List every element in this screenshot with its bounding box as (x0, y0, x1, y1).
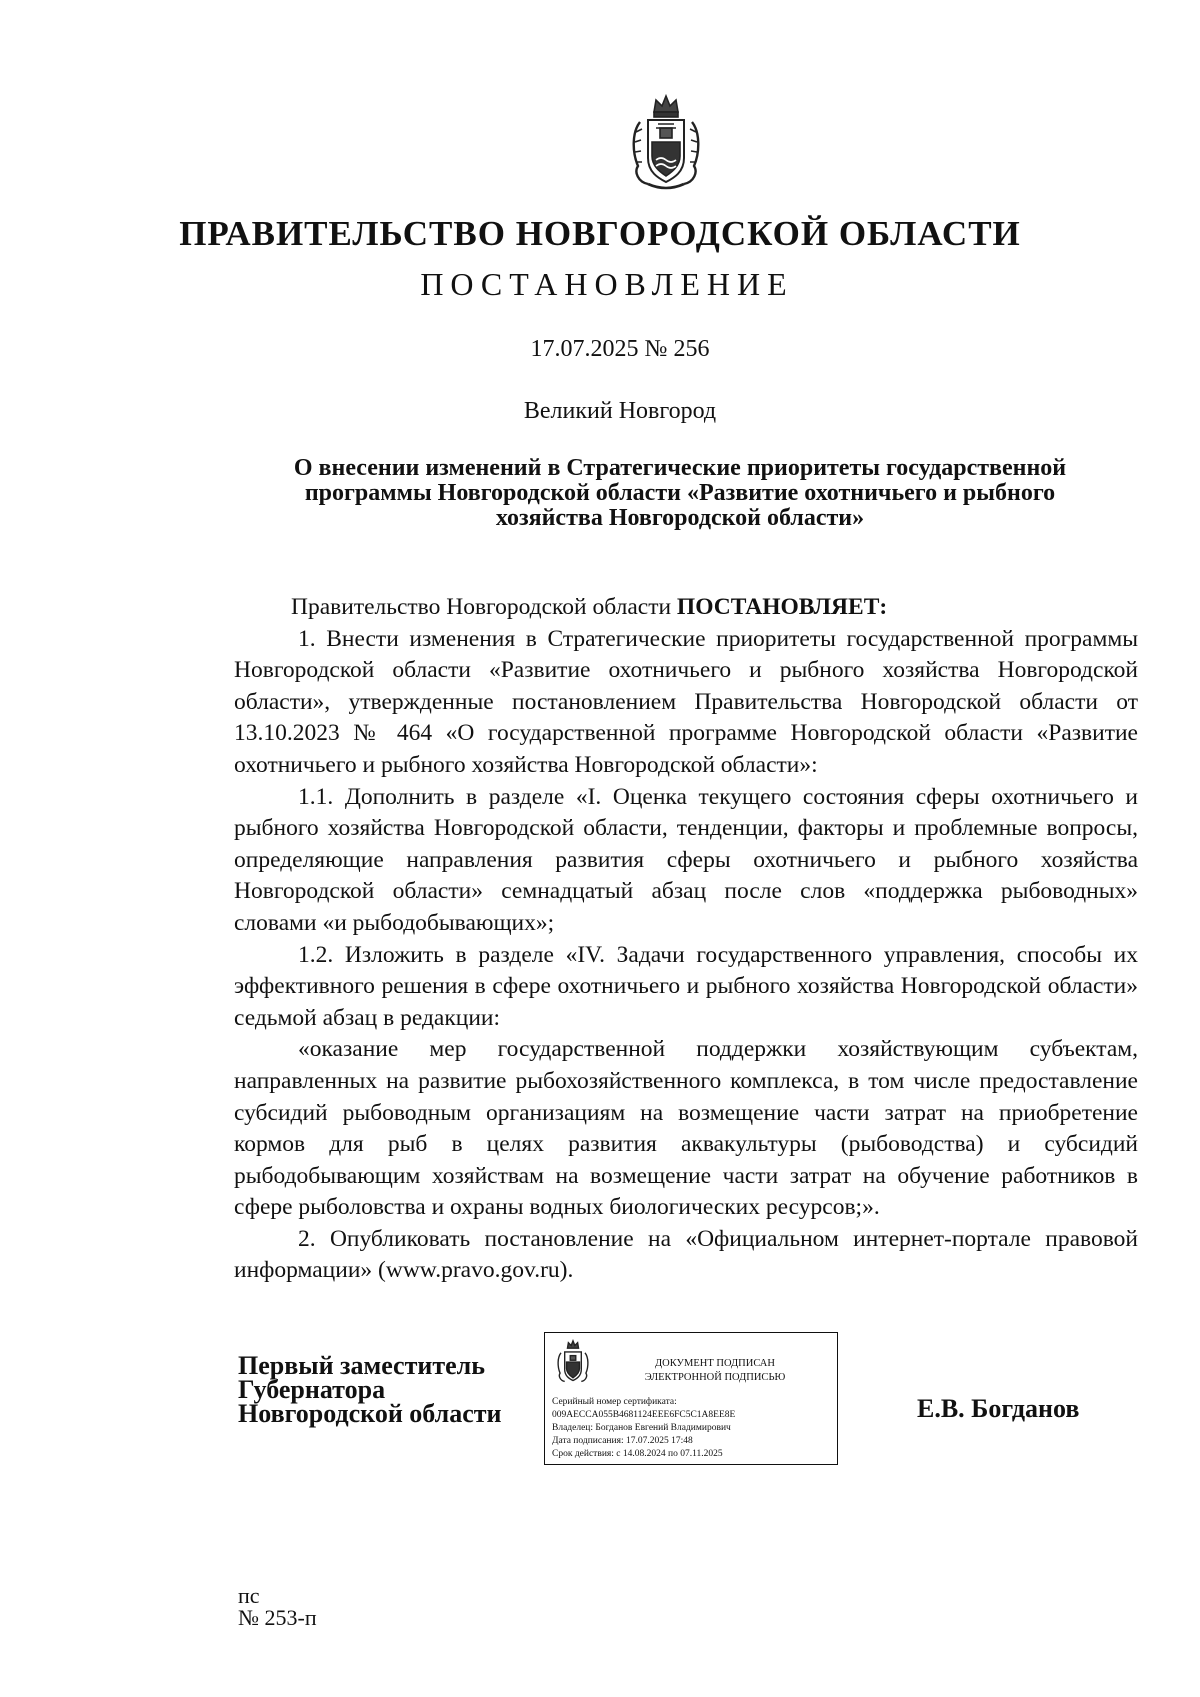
lead-keyword: ПОСТАНОВЛЯЕТ: (676, 594, 888, 620)
footer-note (238, 1585, 317, 1629)
clause-1: 1. Внести изменения в Стратегические приоритеты государственной программы Новгородской области «Развитие охотничьего и рыбного хозяйства Новгородской области», утвержденные постановлением Правительства Новгородской области от 13.10.2023 № 464 «О государственной программе Новгородской области «Развитие охотничьего и рыбного хозяйства Новгородской области»: (234, 625, 1138, 778)
footer-line: № 253-п (238, 1605, 317, 1630)
signatory-title-line: Первый заместитель (238, 1351, 485, 1380)
electronic-signature-stamp (544, 1332, 838, 1465)
document-subject (240, 456, 1120, 531)
stamp-header (605, 1357, 825, 1385)
clause-1-1: 1.1. Дополнить в разделе «I. Оценка текущего состояния сферы охотничьего и рыбного хозяйства Новгородской области, тенденции, факторы и проблемные вопросы, определяющие направления развития сферы охотничьего и рыбного хозяйства Новгородской области» семнадцатый абзац после слов «поддержка рыбоводных» словами «и рыбодобывающих»; (234, 783, 1138, 936)
signatory-name: Е.В. Богданов (917, 1394, 1080, 1423)
quoted-paragraph: «оказание мер государственной поддержки хозяйствующим субъектам, направленных на развитие рыбохозяйственного комплекса, в том числе предоставление субсидий рыбоводным организациям на возмещение части затрат на приобретение кормов для рыб в целях развития аквакультуры (рыбоводства) и субсидий рыбодобывающим хозяйствам на возмещение части затрат на обучение работников в сфере рыболовства и охраны водных биологических ресурсов;». (234, 1036, 1138, 1221)
clause-2: 2. Опубликовать постановление на «Официальном интернет-портале правовой информации» (www.pravo.gov.ru). (234, 1225, 1138, 1284)
signatory-title-line: Губернатора (238, 1375, 386, 1404)
stamp-emblem-icon (554, 1339, 592, 1387)
document-body (234, 592, 1138, 1287)
stamp-signed-date: Дата подписания: 17.07.2025 17:48 (552, 1436, 693, 1446)
subject-line: программы Новгородской области «Развитие охотничьего и рыбного (304, 480, 1056, 506)
document-city: Великий Новгород (523, 398, 717, 424)
document-type: ПОСТАНОВЛЕНИЕ (420, 266, 794, 302)
stamp-header-line: ЭЛЕКТРОННОЙ ПОДПИСЬЮ (644, 1372, 786, 1383)
subject-line: хозяйства Новгородской области» (495, 505, 865, 531)
footer-line: пс (238, 1583, 260, 1608)
stamp-header-line: ДОКУМЕНТ ПОДПИСАН (655, 1358, 775, 1369)
resolution-lead (234, 592, 1138, 624)
clause-1-2: 1.2. Изложить в разделе «IV. Задачи государственного управления, способы их эффективного решения в сфере охотничьего и рыбного хозяйства Новгородской области» седьмой абзац в редакции: (234, 941, 1138, 1031)
organization-title: ПРАВИТЕЛЬСТВО НОВГОРОДСКОЙ ОБЛАСТИ (179, 214, 1021, 253)
document-date-number: 17.07.2025 № 256 (530, 336, 710, 362)
signatory-title-line: Новгородской области (238, 1399, 502, 1428)
stamp-details (552, 1396, 735, 1461)
signatory-title (238, 1351, 502, 1428)
stamp-cert-label: Серийный номер сертификата: (552, 1397, 677, 1407)
lead-text: Правительство Новгородской области (291, 594, 677, 620)
stamp-validity: Срок действия: с 14.08.2024 по 07.11.2025 (552, 1449, 723, 1459)
subject-line: О внесении изменений в Стратегические приоритеты государственной (293, 455, 1067, 481)
stamp-owner: Владелец: Богданов Евгений Владимирович (552, 1423, 731, 1433)
stamp-cert-number: 009AECCA055B4681124EEE6FC5C1A8EE8E (552, 1410, 736, 1420)
coat-of-arms-icon (626, 92, 706, 196)
